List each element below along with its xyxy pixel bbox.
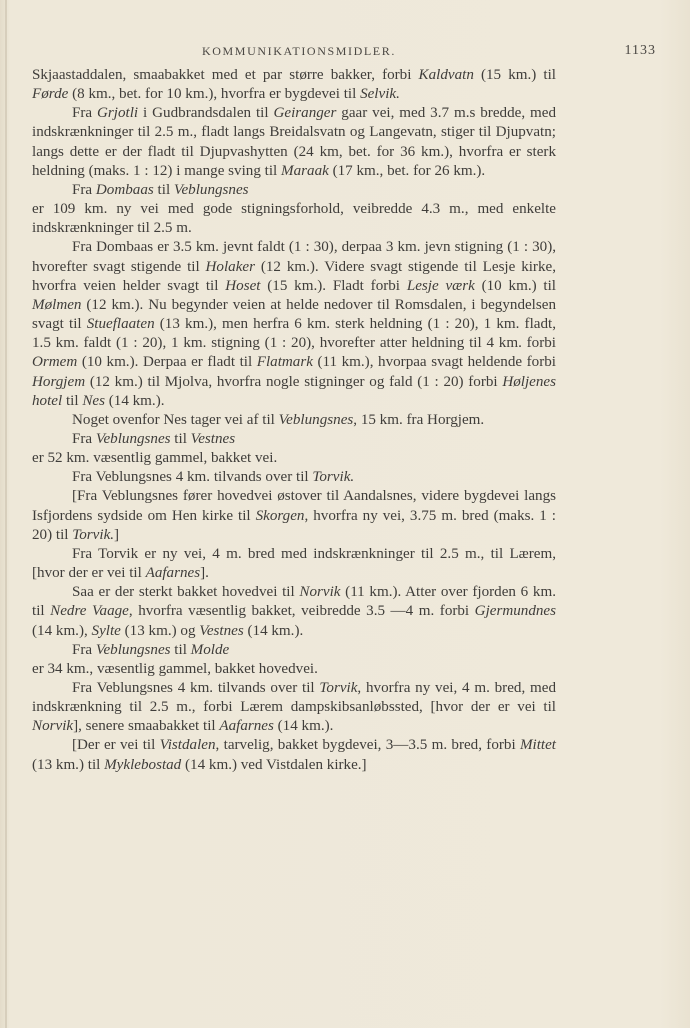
text-run: (14 km.). [273, 718, 334, 735]
text-run: , tarvelig, bakket bygdevei, 3—3.5 m. bred, forbi [215, 737, 520, 754]
text-run: til [153, 181, 174, 198]
text-run: (12 km.). Videre svagt stigende til Lesje kirke, hvorfra veien helder svagt til [32, 258, 556, 294]
text-run: ] [114, 526, 120, 543]
place-name: Veblungsnes [278, 411, 354, 428]
paragraph [32, 736, 556, 774]
text-run: gaar vei, med 3.7 m.s bredde, med indskrænkninger til 2.5 m., fladt langs Breidalsvatn og Langevatn, stiger til Djupvatn; langs dette er der fladt til Djupvashytten (24 km, bet. for 36 km.), hvorfra er sterk heldning (maks. 1 : 12) i mange sving til [32, 105, 556, 179]
text-run: til [170, 641, 191, 658]
place-name: Norvik [299, 584, 341, 601]
text-run: (15 km.) til [473, 67, 556, 83]
text-run: er 109 km. ny vei med gode stigningsforhold, veibredde 4.3 m., med enkelte indskrænkninger til 2.5 m. [32, 201, 556, 237]
place-name: Hoset [225, 277, 261, 294]
text-run: Skjaastaddalen, smaabakket med et par større bakker, forbi [32, 67, 419, 83]
place-name: Torvik [319, 680, 358, 696]
text-run: ], senere smaabakket til [73, 718, 220, 735]
paragraph [32, 238, 556, 410]
place-name: Norvik [32, 718, 74, 735]
place-name: Mølmen [32, 296, 82, 313]
place-name: Mittet [519, 737, 556, 754]
paragraph [32, 449, 556, 468]
text-run: (14 km.). [243, 622, 304, 639]
text-run: (11 km.). Atter over fjorden 6 km. til [32, 584, 556, 620]
paragraph [32, 679, 556, 736]
paragraph [32, 545, 556, 583]
place-name: Ormem [32, 354, 78, 371]
paragraph [32, 411, 556, 430]
text-run: Saa er der sterkt bakket hovedvei til [72, 584, 300, 601]
place-name: Dombaas [95, 181, 154, 198]
place-name: Førde [32, 86, 69, 103]
text-run: (12 km.) til Mjolva, hvorfra nogle stigninger og fald (1 : 20) forbi [85, 373, 503, 390]
running-title: KOMMUNIKATIONSMIDLER. [202, 44, 396, 58]
page-edge-shadow [5, 0, 7, 1028]
paragraph [32, 66, 556, 104]
body-text [32, 66, 556, 775]
text-run: , hvorfra væsentlig bakket, veibredde 3.5 —4 m. forbi [128, 603, 475, 620]
paragraph [32, 641, 556, 660]
place-name: Høljenes hotel [32, 373, 556, 409]
place-name: Stueflaaten [86, 316, 155, 333]
text-run: er 52 km. væsentlig gammel, bakket vei. [32, 450, 278, 467]
text-run: (12 km.). Nu begynder veien at helde nedover til Romsdalen, i begyndelsen svagt til [32, 296, 556, 333]
text-run: til [62, 392, 83, 409]
text-run: , hvorfra ny vei, 3.75 m. bred (maks. 1 : 20) til [32, 507, 556, 543]
text-run: Fra Veblungsnes 4 km. tilvands over til [72, 680, 320, 696]
text-run: [Der er vei til [72, 737, 160, 754]
text-run: ]. [200, 565, 209, 582]
text-run: Fra [72, 641, 96, 658]
place-name: Torvik. [312, 469, 355, 486]
text-run: Fra [72, 181, 96, 198]
page-header [32, 44, 656, 62]
text-run: [Fra Veblungsnes fører hovedvei østover til Aandalsnes, videre bygdevei langs Isfjordens sydside om Hen kirke til [32, 488, 556, 524]
text-run: Fra [72, 430, 96, 447]
place-name: Vestnes [190, 430, 236, 447]
text-run: (8 km., bet. for 10 km.), hvorfra er bygdevei til [68, 86, 361, 103]
text-run: Fra [72, 105, 98, 122]
place-name: Sylte [91, 622, 121, 639]
paragraph [32, 200, 556, 238]
place-name: Vestnes [199, 622, 244, 639]
place-name: Veblungsnes [173, 181, 249, 198]
place-name: Nes [82, 392, 105, 409]
place-name: Skorgen [255, 507, 305, 524]
place-name: Selvik. [360, 86, 400, 103]
text-run: (14 km.) ved Vistdalen kirke.] [181, 756, 367, 773]
paragraph [32, 181, 556, 200]
text-run: (13 km.) til [32, 756, 105, 773]
text-run: Fra Veblungsnes 4 km. tilvands over til [72, 469, 313, 486]
text-run: (14 km.). [104, 392, 165, 409]
text-run: (13 km.) og [120, 622, 200, 639]
paragraph [32, 468, 556, 487]
text-run: (17 km., bet. for 26 km.). [328, 162, 486, 179]
page-number: 1133 [624, 43, 656, 58]
place-name: Aafarnes [145, 565, 201, 582]
text-run: (14 km.), [32, 622, 92, 639]
place-name: Molde [190, 641, 230, 658]
text-run: (10 km.) til [474, 277, 556, 294]
paragraph [32, 104, 556, 181]
place-name: Geiranger [273, 105, 337, 122]
place-name: Veblungsnes [95, 641, 171, 658]
place-name: Maraak [281, 162, 329, 179]
text-run: (13 km.), men herfra 6 km. sterk heldning (1 : 20), 1 km. fladt, 1.5 km. faldt (1 : 20), 1 km. stigning (1 : 20), hvorefter atter heldning til 4 km. forbi [32, 316, 556, 352]
text-run: , hvorfra ny vei, 4 m. bred, med indskrænkning til 2.5 m., forbi Lærem dampskibsanløbssted, [hvor der er vei til [32, 680, 556, 716]
paragraph [32, 660, 556, 679]
place-name: Kaldvatn [418, 67, 474, 83]
place-name: Veblungsnes [95, 430, 171, 447]
place-name: Torvik. [72, 526, 115, 543]
paragraph [32, 430, 556, 449]
text-run: til [170, 430, 191, 447]
place-name: Horgjem [32, 373, 86, 390]
place-name: Holaker [205, 258, 255, 275]
place-name: Lesje værk [406, 277, 475, 294]
place-name: Vistdalen [159, 737, 216, 754]
place-name: Aafarnes [219, 718, 274, 735]
paragraph [32, 583, 556, 640]
place-name: Myklebostad [104, 756, 182, 773]
place-name: Grjotli [97, 105, 139, 122]
text-run: Fra Dombaas er 3.5 km. jevnt faldt (1 : 30), derpaa 3 km. jevn stigning (1 : 30), hvorefter svagt stigende til [32, 239, 556, 275]
text-run: Noget ovenfor Nes tager vei af til [72, 411, 279, 428]
paragraph [32, 487, 556, 544]
text-run: i Gudbrandsdalen til [138, 105, 274, 122]
place-name: Flatmark [256, 354, 313, 371]
text-run: (15 km.). Fladt forbi [260, 277, 407, 294]
text-run: er 34 km., væsentlig gammel, bakket hovedvei. [32, 660, 318, 677]
text-run: , 15 km. fra Horgjem. [353, 411, 485, 428]
text-run: Fra Torvik er ny vei, 4 m. bred med indskrænkninger til 2.5 m., til Lærem, [hvor der er vei til [32, 545, 556, 582]
text-run: (11 km.), hvorpaa svagt heldende forbi [312, 354, 556, 371]
place-name: Gjermundnes [474, 603, 556, 620]
text-run: (10 km.). Derpaa er fladt til [77, 354, 257, 371]
place-name: Nedre Vaage [50, 603, 129, 620]
